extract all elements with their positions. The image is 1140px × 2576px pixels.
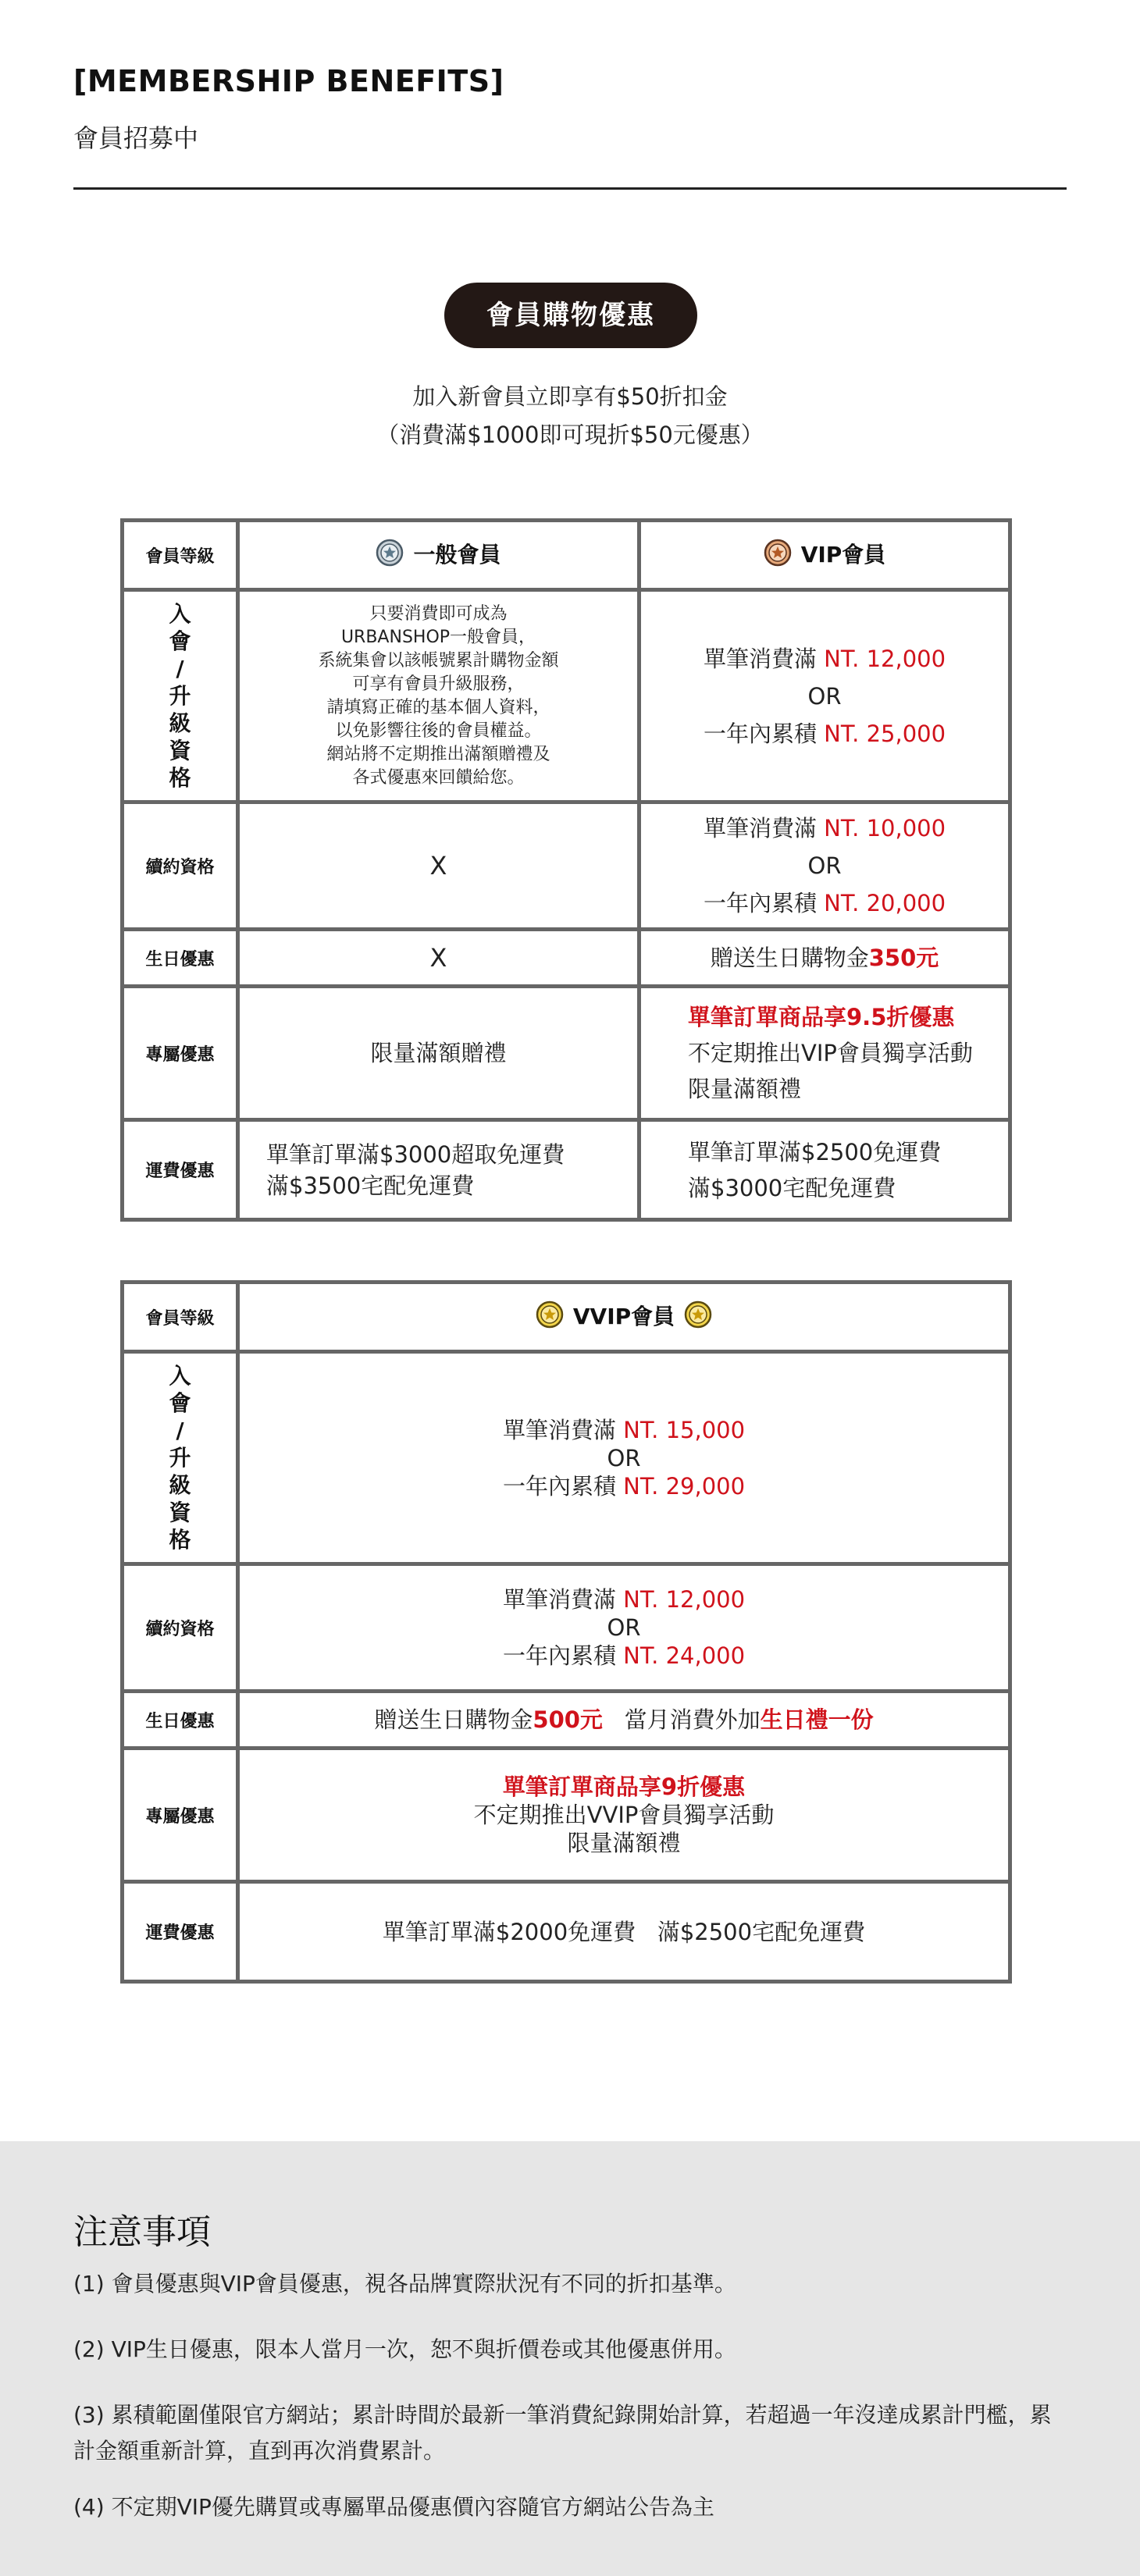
annual-value: NT. 20,000 xyxy=(824,890,946,916)
exclusive-highlight: 單筆訂單商品享9.5折優惠 xyxy=(688,1004,955,1030)
header-title-zh: 會員招募中 xyxy=(73,123,199,153)
header-general xyxy=(238,521,639,590)
notice-item: (1) 會員優惠與VIP會員優惠，視各品牌實際狀況有不同的折扣基準。 xyxy=(73,2271,736,2297)
label-entry-char: 入 xyxy=(169,601,191,627)
gold-star-badge-icon xyxy=(684,1300,712,1334)
table-row-level xyxy=(123,1283,1010,1352)
exclusive-line: 限量滿額禮 xyxy=(567,1830,681,1856)
entry-line: 各式優惠來回饋給您。 xyxy=(352,767,525,788)
table-row-exclusive xyxy=(123,1749,1010,1882)
vip-member-name: VIP會員 xyxy=(800,541,886,568)
exclusive-line: 限量滿額禮 xyxy=(688,1076,802,1102)
birthday-extra: 當月消費外加 xyxy=(624,1706,761,1733)
bronze-star-badge-icon xyxy=(764,539,792,572)
header-divider xyxy=(73,187,1067,190)
vvip-birthday xyxy=(238,1692,1010,1749)
annual-value: NT. 24,000 xyxy=(623,1642,746,1669)
single-purchase-label: 單筆消費滿 xyxy=(703,645,825,672)
birthday-value: 350元 xyxy=(868,945,939,971)
label-birthday: 生日優惠 xyxy=(123,1692,238,1749)
label-shipping: 運費優惠 xyxy=(123,1882,238,1982)
single-purchase-value: NT. 15,000 xyxy=(623,1416,746,1443)
entry-line: 系統集會以該帳號累計購物金額 xyxy=(318,650,559,671)
vvip-entry xyxy=(238,1352,1010,1564)
vip-birthday xyxy=(639,930,1010,987)
shipping-line: 滿$3000宅配免運費 xyxy=(688,1174,896,1201)
header-vip xyxy=(639,521,1010,590)
label-exclusive: 專屬優惠 xyxy=(123,1749,238,1882)
single-purchase-label: 單筆消費滿 xyxy=(502,1586,624,1613)
entry-line: URBANSHOP一般會員， xyxy=(340,627,536,647)
general-shipping xyxy=(238,1120,639,1220)
notice-list xyxy=(73,2266,1067,2555)
label-entry xyxy=(123,590,238,802)
label-entry-char: 會 xyxy=(169,1390,191,1416)
promo-line-1: 加入新會員立即享有$50折扣金 xyxy=(412,383,728,410)
label-exclusive: 專屬優惠 xyxy=(123,987,238,1120)
vvip-exclusive xyxy=(238,1749,1010,1882)
promo-line-2: （消費滿$1000即可現折$50元優惠） xyxy=(376,422,764,448)
annual-value: NT. 25,000 xyxy=(824,720,946,747)
table-row-entry xyxy=(123,590,1010,802)
or-label: OR xyxy=(607,1444,641,1471)
exclusive-highlight: 單筆訂單商品享9折優惠 xyxy=(502,1774,746,1800)
label-entry-char: / xyxy=(176,1418,184,1443)
vvip-member-name: VVIP會員 xyxy=(572,1303,675,1329)
label-entry-char: 升 xyxy=(169,1445,191,1471)
table-row-entry xyxy=(123,1352,1010,1564)
membership-table-vvip xyxy=(120,1280,1012,1984)
page-header xyxy=(73,64,1067,155)
single-purchase-value: NT. 12,000 xyxy=(623,1586,746,1613)
notice-item: (4) 不定期VIP優先購買或專屬單品優惠價內容隨官方網站公告為主 xyxy=(73,2494,714,2520)
label-entry-char: 級 xyxy=(169,710,191,736)
shipping-line: 單筆訂單滿$3000超取免運費 xyxy=(266,1140,565,1168)
label-entry-char: 級 xyxy=(169,1472,191,1498)
label-entry-char: / xyxy=(176,656,184,681)
silver-star-badge-icon xyxy=(376,539,404,572)
label-entry-char: 格 xyxy=(169,1527,191,1553)
exclusive-line: 不定期推出VVIP會員獨享活動 xyxy=(473,1802,775,1828)
general-birthday: X xyxy=(238,930,639,987)
promo-pill: 會員購物優惠 xyxy=(444,283,697,348)
label-renew: 續約資格 xyxy=(123,1564,238,1692)
vvip-renew xyxy=(238,1564,1010,1692)
label-entry-char: 入 xyxy=(169,1363,191,1389)
label-entry-char: 升 xyxy=(169,683,191,709)
vip-entry xyxy=(639,590,1010,802)
label-entry xyxy=(123,1352,238,1564)
annual-value: NT. 29,000 xyxy=(623,1472,746,1500)
notice-section xyxy=(0,2141,1140,2576)
table-row-renew xyxy=(123,1564,1010,1692)
single-purchase-label: 單筆消費滿 xyxy=(703,815,825,841)
notice-title: 注意事項 xyxy=(73,2212,211,2252)
notice-item: (2) VIP生日優惠，限本人當月一次，恕不與折價卷或其他優惠併用。 xyxy=(73,2336,736,2362)
entry-line: 請填寫正確的基本個人資料， xyxy=(326,697,550,717)
entry-line: 只要消費即可成為 xyxy=(369,603,508,624)
annual-label: 一年內累積 xyxy=(703,720,825,747)
entry-line: 網站將不定期推出滿額贈禮及 xyxy=(326,744,550,764)
exclusive-line: 不定期推出VIP會員獨享活動 xyxy=(688,1040,973,1066)
general-member-name: 一般會員 xyxy=(413,541,501,568)
header-vvip xyxy=(238,1283,1010,1352)
birthday-text: 贈送生日購物金 xyxy=(710,945,869,971)
entry-line: 可享有會員升級服務， xyxy=(352,674,525,694)
table-row-birthday xyxy=(123,1692,1010,1749)
label-entry-char: 會 xyxy=(169,628,191,654)
shipping-line: 滿$3500宅配免運費 xyxy=(266,1172,475,1199)
single-purchase-value: NT. 10,000 xyxy=(824,815,946,841)
entry-line: 以免影響往後的會員權益。 xyxy=(335,720,542,741)
general-renew: X xyxy=(238,802,639,930)
general-entry-text xyxy=(238,590,639,802)
single-purchase-value: NT. 12,000 xyxy=(824,645,946,672)
membership-table-general-vip xyxy=(120,518,1012,1222)
or-label: OR xyxy=(807,852,842,879)
vip-shipping xyxy=(639,1120,1010,1220)
single-purchase-label: 單筆消費滿 xyxy=(502,1416,624,1443)
header-title-en: [MEMBERSHIP BENEFITS] xyxy=(73,64,504,98)
label-level: 會員等級 xyxy=(123,1283,238,1352)
vvip-shipping: 單筆訂單滿$2000免運費 滿$2500宅配免運費 xyxy=(238,1882,1010,1982)
or-label: OR xyxy=(607,1614,641,1641)
or-label: OR xyxy=(807,682,842,710)
gold-star-badge-icon xyxy=(536,1300,564,1334)
label-entry-char: 資 xyxy=(169,1500,191,1525)
birthday-gift: 生日禮一份 xyxy=(760,1706,874,1733)
table-row-shipping xyxy=(123,1882,1010,1982)
vip-renew xyxy=(639,802,1010,930)
label-entry-char: 資 xyxy=(169,738,191,763)
notice-item: (3) 累積範圍僅限官方網站；累計時間於最新一筆消費紀錄開始計算，若超過一年沒達成累計門檻，累計金額重新計算，直到再次消費累計。 xyxy=(73,2402,1052,2464)
label-shipping: 運費優惠 xyxy=(123,1120,238,1220)
table-row-level xyxy=(123,521,1010,590)
annual-label: 一年內累積 xyxy=(502,1642,624,1669)
vip-exclusive xyxy=(639,987,1010,1120)
table-row-birthday xyxy=(123,930,1010,987)
table-row-renew xyxy=(123,802,1010,930)
label-birthday: 生日優惠 xyxy=(123,930,238,987)
table-row-shipping xyxy=(123,1120,1010,1220)
general-exclusive: 限量滿額贈禮 xyxy=(238,987,639,1120)
birthday-value: 500元 xyxy=(533,1706,603,1733)
shipping-line: 單筆訂單滿$2500免運費 xyxy=(688,1138,942,1165)
birthday-text: 贈送生日購物金 xyxy=(374,1706,533,1733)
annual-label: 一年內累積 xyxy=(502,1472,624,1500)
table-row-exclusive xyxy=(123,987,1010,1120)
annual-label: 一年內累積 xyxy=(703,890,825,916)
label-renew: 續約資格 xyxy=(123,802,238,930)
label-level: 會員等級 xyxy=(123,521,238,590)
label-entry-char: 格 xyxy=(169,765,191,791)
